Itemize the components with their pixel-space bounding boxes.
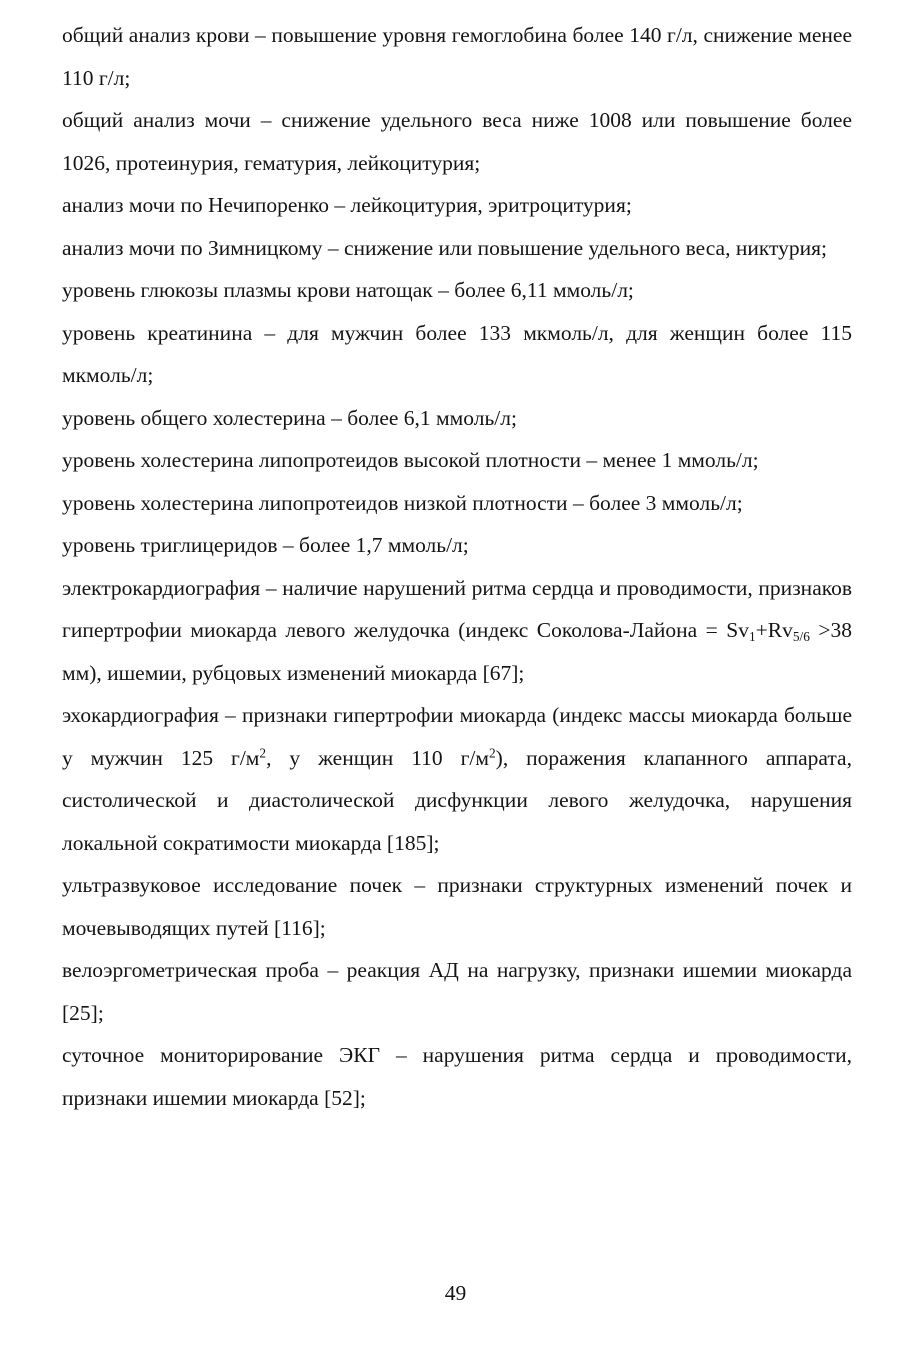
page-number: 49 — [444, 1281, 467, 1305]
list-item: общий анализ мочи – снижение удельного веса ниже 1008 или повышение более 1026, протеинурия, гематурия, лейкоцитурия; — [62, 108, 852, 175]
list-item: анализ мочи по Нечипоренко – лейкоцитурия, эритроцитурия; — [62, 193, 632, 217]
subscript: 5/6 — [792, 628, 810, 644]
ecg-text-mid: +Rv — [755, 618, 793, 642]
list-item: уровень общего холестерина – более 6,1 ммоль/л; — [62, 405, 517, 430]
echo-text-mid: , у женщин 110 г/м — [266, 745, 489, 770]
ecg-text-end: >38 мм), ишемии, рубцовых изменений миокарда [67]; — [62, 618, 852, 685]
superscript: 2 — [489, 745, 496, 761]
list-item: уровень триглицеридов – более 1,7 ммоль/л; — [62, 533, 469, 557]
superscript: 2 — [259, 745, 267, 761]
echo-text: эхокардиография – признаки гипертрофии миокарда (индекс массы миокарда больше у мужчин 125 г/м — [62, 703, 852, 770]
list-item: уровень глюкозы плазмы крови натощак – более 6,11 ммоль/л; — [62, 278, 634, 302]
body-text — [62, 14, 852, 1119]
list-item: уровень креатинина – для мужчин более 133 мкмоль/л, для женщин более 115 мкмоль/л; — [62, 320, 852, 387]
list-item: ультразвуковое исследование почек – признаки структурных изменений почек и мочевыводящих путей [116]; — [62, 873, 852, 940]
list-item: суточное мониторирование ЭКГ – нарушения ритма сердца и проводимости, признаки ишемии миокарда [52]; — [62, 1043, 852, 1110]
list-item: общий анализ крови – повышение уровня гемоглобина более 140 г/л, снижение менее 110 г/л; — [62, 23, 852, 90]
ecg-text: электрокардиография – наличие нарушений ритма сердца и проводимости, признаков гипертрофии миокарда левого желудочка (индекс Соколова-Лайона = Sv — [62, 575, 852, 642]
list-item: анализ мочи по Зимницкому – снижение или повышение удельного веса, никтурия; — [62, 235, 827, 260]
list-item: велоэргометрическая проба – реакция АД на нагрузку, признаки ишемии миокарда [25]; — [62, 958, 852, 1025]
list-item-ecg — [62, 567, 852, 695]
list-item: уровень холестерина липопротеидов высокой плотности – менее 1 ммоль/л; — [62, 448, 759, 472]
list-item: уровень холестерина липопротеидов низкой плотности – более 3 ммоль/л; — [62, 490, 743, 515]
subscript: 1 — [748, 628, 756, 644]
echo-text-end: ), поражения клапанного аппарата, систолической и диастолической дисфункции левого желудочка, нарушения локальной сократимости миокарда [185]; — [62, 745, 852, 855]
list-item-echo — [62, 694, 852, 864]
